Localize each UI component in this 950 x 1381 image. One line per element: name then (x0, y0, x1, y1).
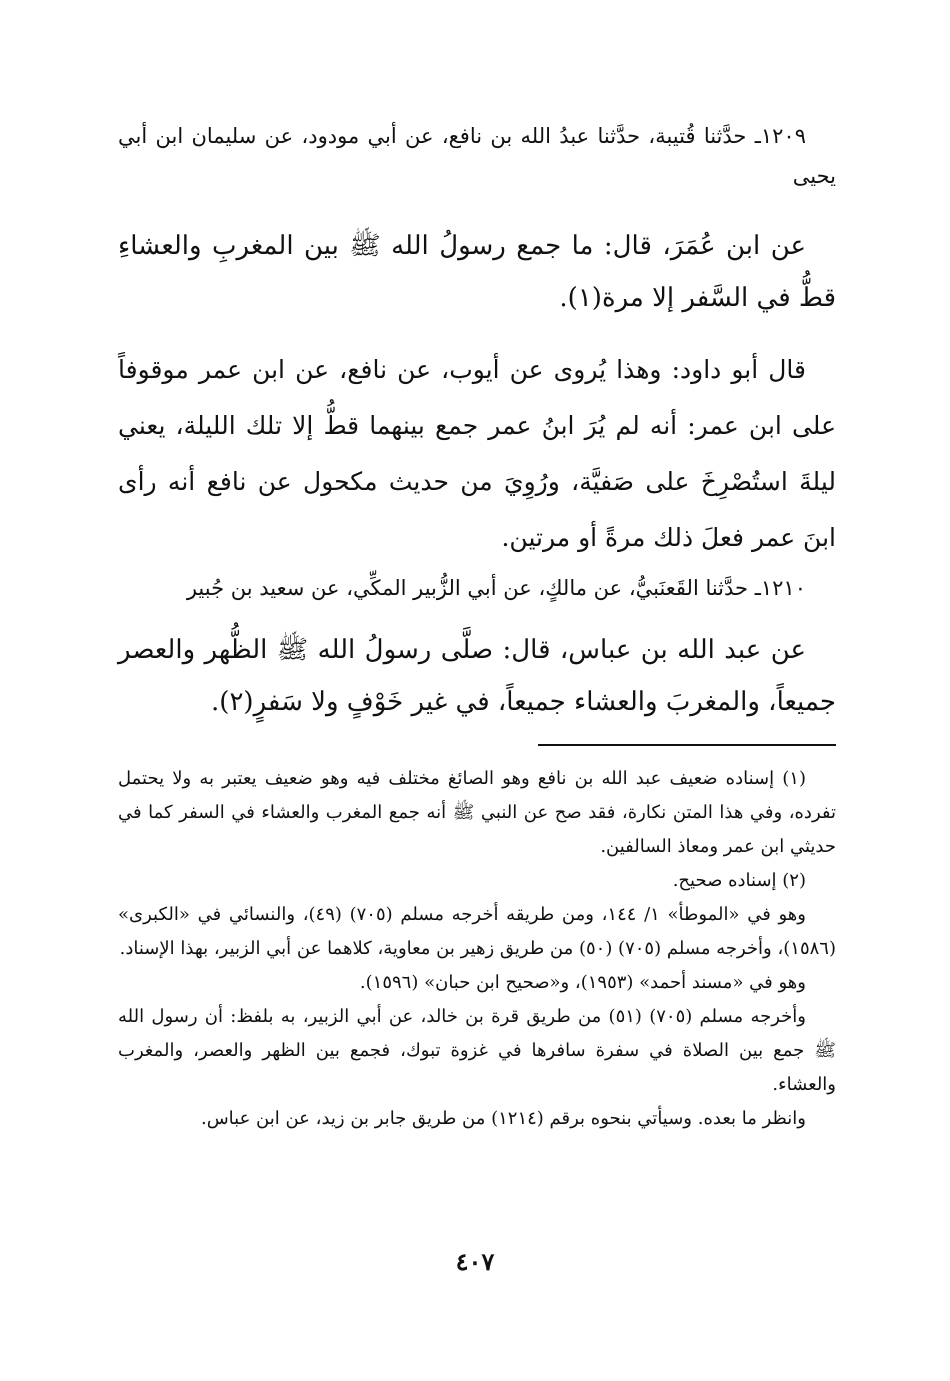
hadith-1210-isnad-text: ١٢١٠ـ حدَّثنا القَعنَبيُّ، عن مالكٍ، عن أبي الزُّبير المكِّي، عن سعيد بن جُبير (186, 576, 806, 600)
abu-dawud-comment-text: قال أبو داود: وهذا يُروى عن أيوب، عن نافع، عن ابن عمر موقوفاً على ابن عمر: أنه لم يُرَ ابنُ عمر جمع بينهما قطُّ إلا تلك الليلة، يعني ليلةَ استُصْرِخَ على صَفيَّة، ورُوِيَ من حديث مكحول عن نافع أنه رأى ابنَ عمر فعلَ ذلك مرةً أو مرتين. (118, 355, 836, 552)
page-number: ٤٠٧ (455, 1247, 495, 1276)
hadith-1210-matn (118, 624, 836, 728)
hadith-1209-matn (118, 220, 836, 324)
hadith-1210-isnad (118, 568, 836, 608)
footnote-2-paragraph-2: وهو في «مسند أحمد» (١٩٥٣)، و«صحيح ابن حبان» (١٥٩٦). (359, 972, 806, 993)
abu-dawud-comment (118, 342, 836, 566)
hadith-1209-matn-text: عن ابن عُمَرَ، قال: ما جمع رسولُ الله ﷺ بين المغربِ والعشاءِ قطُّ في السَّفر إلا مرة(١). (118, 231, 836, 313)
footnotes (118, 762, 836, 1136)
footnote-2-paragraph-3: وأخرجه مسلم (٧٠٥) (٥١) من طريق قرة بن خالد، عن أبي الزبير، به بلفظ: أن رسول الله ﷺ جمع بين الصلاة في سفرة سافرها في غزوة تبوك، فجمع بين الظهر والعصر، والمغرب والعشاء. (118, 1006, 836, 1095)
footnote-1: (١) إسناده ضعيف عبد الله بن نافع وهو الصائغ مختلف فيه وهو ضعيف يعتبر به ولا يحتمل تفرده، وفي هذا المتن نكارة، فقد صح عن النبي ﷺ أنه جمع المغرب والعشاء في السفر كما في حديثي ابن عمر ومعاذ السالفين. (118, 768, 836, 857)
footnote-2-paragraph-1: وهو في «الموطأ» ١/ ١٤٤، ومن طريقه أخرجه مسلم (٧٠٥) (٤٩)، والنسائي في «الكبرى» (١٥٨٦)، وأخرجه مسلم (٧٠٥) (٥٠) من طريق زهير بن معاوية، كلاهما عن أبي الزبير، بهذا الإسناد. (118, 904, 836, 959)
hadith-1209-isnad-text: ١٢٠٩ـ حدَّثنا قُتيبة، حدَّثنا عبدُ الله بن نافع، عن أبي مودود، عن سليمان ابن أبي يحيى (118, 124, 836, 188)
footnote-2-paragraph-4: وانظر ما بعده. وسيأتي بنحوه برقم (١٢١٤) من طريق جابر بن زيد، عن ابن عباس. (200, 1108, 806, 1129)
hadith-1209-isnad (118, 116, 836, 196)
footnote-divider (538, 744, 836, 746)
footnote-2: (٢) إسناده صحيح. (672, 870, 806, 891)
hadith-1210-matn-text: عن عبد الله بن عباس، قال: صلَّى رسولُ الله ﷺ الظُّهر والعصر جميعاً، والمغربَ والعشاء جميعاً، في غير خَوْفٍ ولا سَفرٍ(٢). (118, 635, 836, 717)
